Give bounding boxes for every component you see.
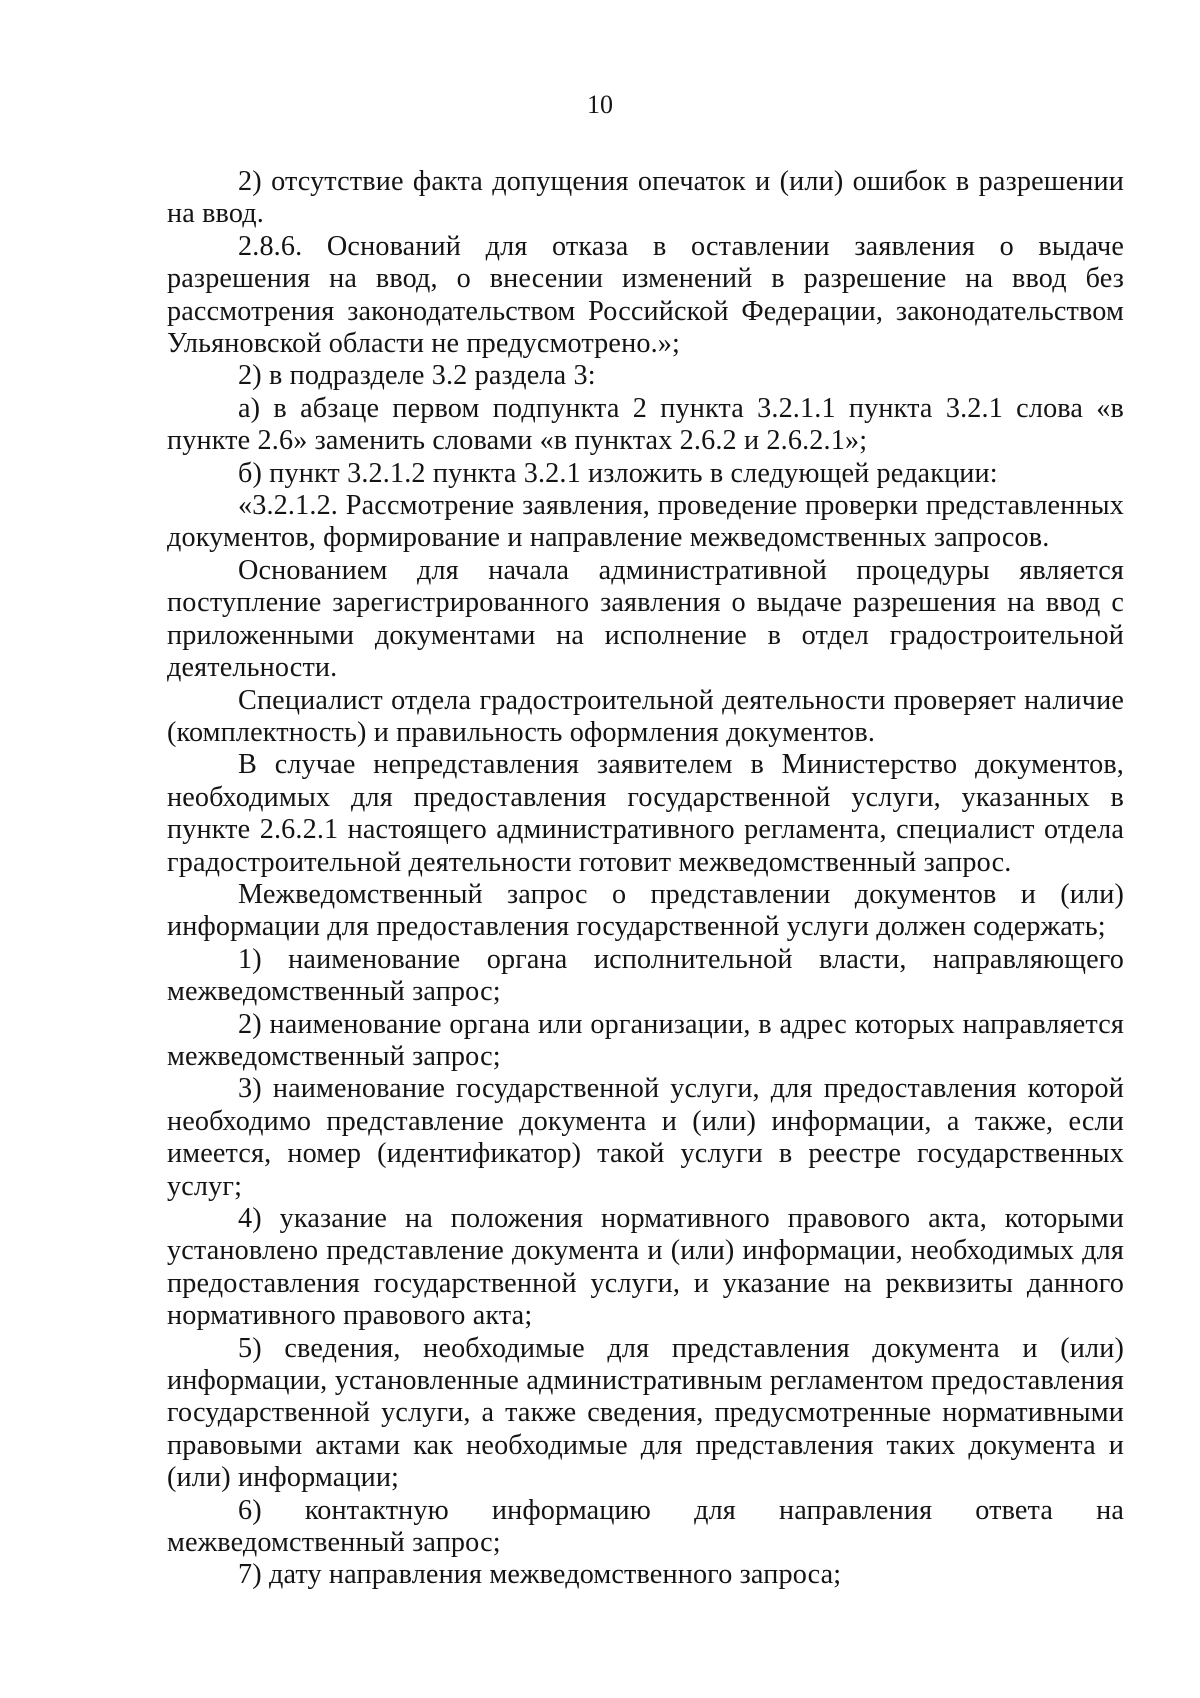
paragraph: 2) наименование органа или организации, в адрес которых направляется межведомственный запрос; xyxy=(167,1008,1124,1072)
paragraph: 2.8.6. Оснований для отказа в оставлении заявления о выдаче разрешения на ввод, о внесении изменений в разрешение на ввод без рассмотрения законодательством Российской Федерации, законодательством Ульяновской области не предусмотрено.»; xyxy=(167,230,1124,360)
paragraph: а) в абзаце первом подпункта 2 пункта 3.2.1.1 пункта 3.2.1 слова «в пункте 2.6» заменить словами «в пунктах 2.6.2 и 2.6.2.1»; xyxy=(167,392,1124,457)
paragraph: 6) контактную информацию для направления ответа на межведомственный запрос; xyxy=(167,1494,1124,1559)
paragraph: «3.2.1.2. Рассмотрение заявления, проведение проверки представленных документов, формирование и направление межведомственных запросов. xyxy=(167,490,1124,554)
paragraph: 2) в подразделе 3.2 раздела 3: xyxy=(238,360,596,392)
paragraph: Основанием для начала административной процедуры является поступление зарегистрированного заявления о выдаче разрешения на ввод с приложенными документами на исполнение в отдел градостроительной деятельности. xyxy=(167,554,1124,684)
page-number: 10 xyxy=(587,90,613,119)
paragraph: 2) отсутствие факта допущения опечаток и (или) ошибок в разрешении на ввод. xyxy=(167,166,1124,230)
paragraph: В случае непредставления заявителем в Министерство документов, необходимых для предоставления государственной услуги, указанных в пункте 2.6.2.1 настоящего административного регламента, специалист отдела градостроительной деятельности готовит межведомственный запрос. xyxy=(167,749,1124,878)
paragraph: 1) наименование органа исполнительной власти, направляющего межведомственный запрос; xyxy=(167,943,1124,1008)
document-body xyxy=(167,166,1124,1592)
paragraph: 5) сведения, необходимые для представления документа и (или) информации, установленные административным регламентом предоставления государственной услуги, а также сведения, предусмотренные нормативными правовыми актами как необходимые для представления таких документа и (или) информации; xyxy=(167,1332,1124,1494)
paragraph: 3) наименование государственной услуги, для предоставления которой необходимо представление документа и (или) информации, а также, если имеется, номер (идентификатор) такой услуги в реестре государственных услуг; xyxy=(167,1073,1124,1202)
paragraph: Специалист отдела градостроительной деятельности проверяет наличие (комплектность) и правильность оформления документов. xyxy=(167,684,1124,748)
paragraph: б) пункт 3.2.1.2 пункта 3.2.1 изложить в следующей редакции: xyxy=(238,457,998,489)
paragraph: 4) указание на положения нормативного правового акта, которыми установлено представление документа и (или) информации, необходимых для предоставления государственной услуги, и указание на реквизиты данного нормативного правового акта; xyxy=(167,1203,1124,1332)
paragraph: Межведомственный запрос о представлении документов и (или) информации для предоставления государственной услуги должен содержать; xyxy=(167,878,1124,943)
paragraph: 7) дату направления межведомственного запроса; xyxy=(238,1559,842,1591)
